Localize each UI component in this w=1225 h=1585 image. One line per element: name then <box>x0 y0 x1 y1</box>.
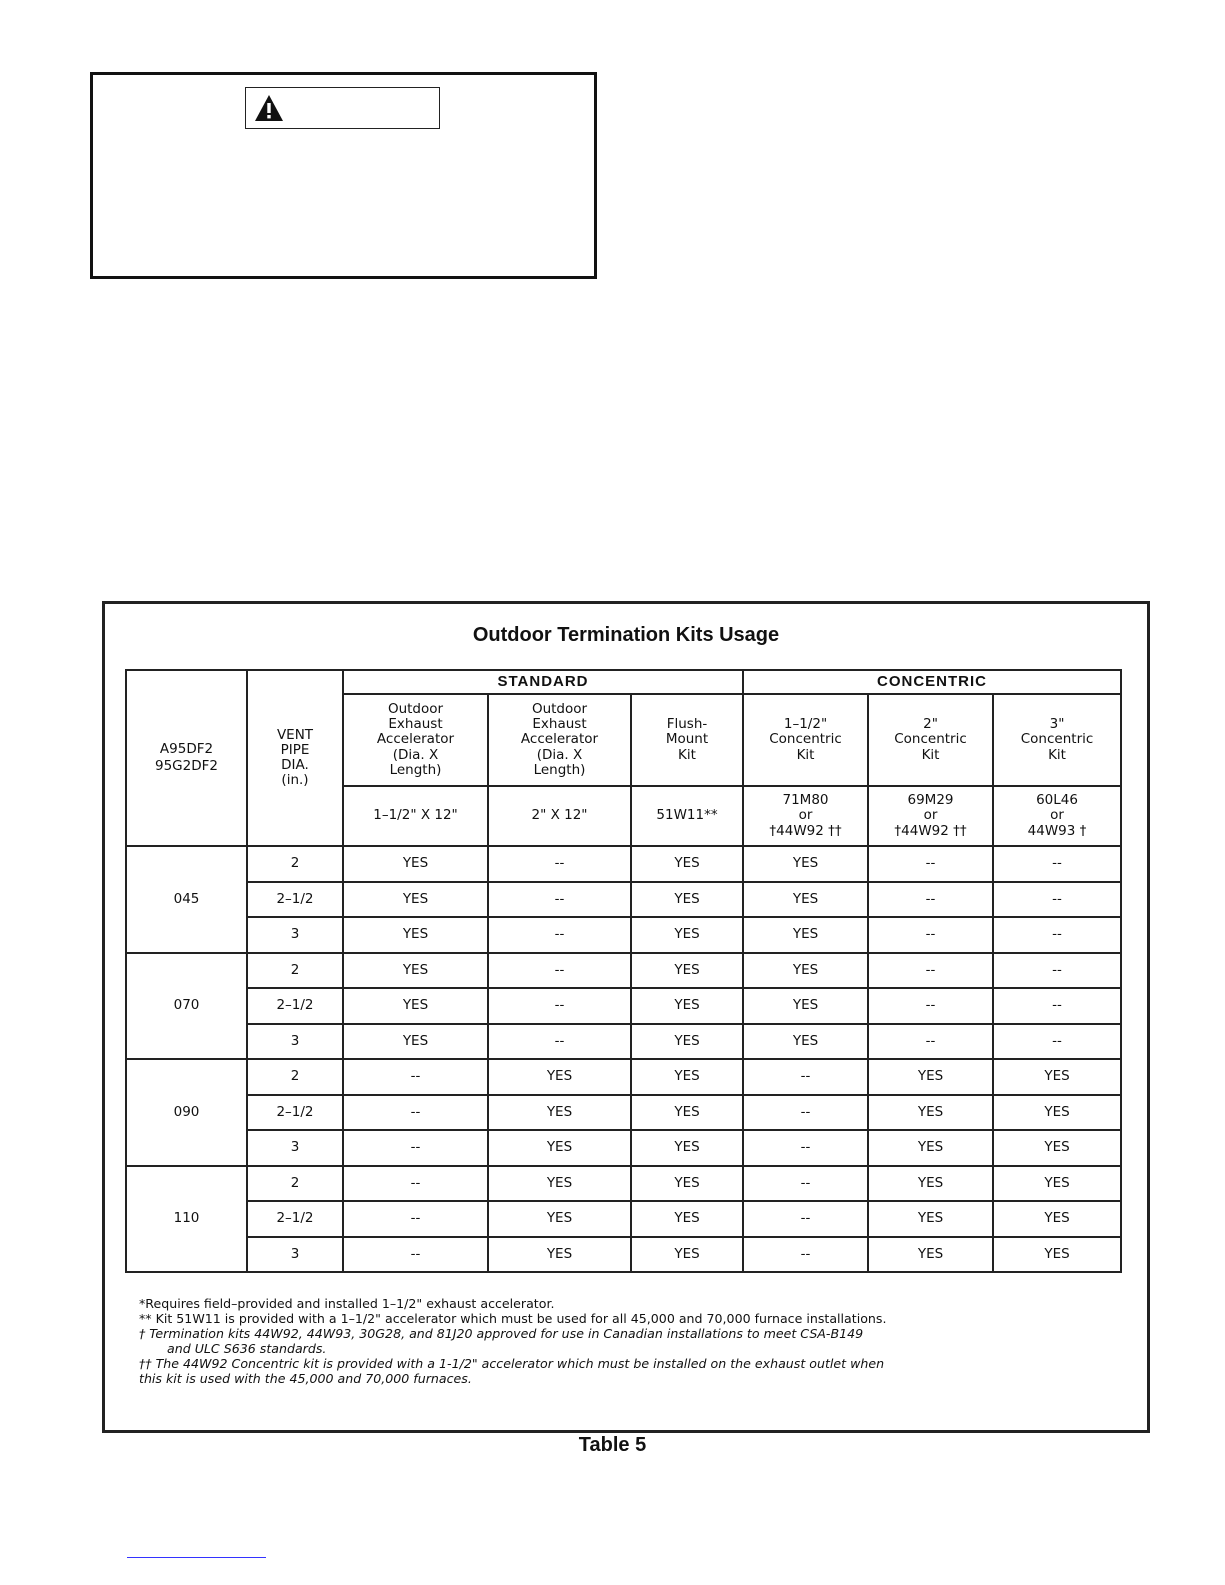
part-number-cell: 1–1/2" X 12" <box>343 786 488 846</box>
table-cell: YES <box>868 1095 993 1131</box>
vent-dia-cell: 2–1/2 <box>247 882 343 918</box>
table-cell: YES <box>343 846 488 882</box>
table-cell: YES <box>631 1095 743 1131</box>
part-number-cell: 69M29 or †44W92 †† <box>868 786 993 846</box>
table-cell: YES <box>631 1166 743 1202</box>
table-cell: YES <box>631 882 743 918</box>
table-cell: -- <box>743 1237 868 1273</box>
table-cell: YES <box>743 953 868 989</box>
table-cell: YES <box>488 1095 631 1131</box>
model-header: A95DF2 95G2DF2 <box>126 670 247 846</box>
table-cell: -- <box>343 1166 488 1202</box>
table-cell: YES <box>993 1095 1121 1131</box>
warning-triangle-icon <box>254 94 284 122</box>
table-cell: -- <box>868 846 993 882</box>
vent-dia-cell: 2 <box>247 1059 343 1095</box>
part-number-cell: 2" X 12" <box>488 786 631 846</box>
kit-header: 3" Concentric Kit <box>993 694 1121 786</box>
table-cell: -- <box>488 953 631 989</box>
table-cell: YES <box>488 1059 631 1095</box>
table-cell: YES <box>631 1237 743 1273</box>
kit-header: Flush- Mount Kit <box>631 694 743 786</box>
vent-dia-cell: 3 <box>247 917 343 953</box>
table-title: Outdoor Termination Kits Usage <box>472 624 780 646</box>
footnote-3: † Termination kits 44W92, 44W93, 30G28, and 81J20 approved for use in Canadian installations to meet CSA-B149 <box>139 1326 864 1341</box>
table-cell: -- <box>993 846 1121 882</box>
vent-dia-cell: 2 <box>247 846 343 882</box>
table-cell: YES <box>868 1059 993 1095</box>
table-cell: YES <box>631 1130 743 1166</box>
vent-dia-cell: 3 <box>247 1024 343 1060</box>
table-cell: -- <box>743 1059 868 1095</box>
table-cell: YES <box>488 1166 631 1202</box>
model-cell: 070 <box>126 953 247 1060</box>
table-cell: -- <box>343 1130 488 1166</box>
table-cell: YES <box>488 1237 631 1273</box>
table-row <box>126 1130 1121 1166</box>
table-cell: YES <box>631 1201 743 1237</box>
part-number-cell: 60L46 or 44W93 † <box>993 786 1121 846</box>
table-cell: -- <box>743 1095 868 1131</box>
table-row <box>126 988 1121 1024</box>
table-cell: -- <box>993 917 1121 953</box>
kit-header: 1–1/2" Concentric Kit <box>743 694 868 786</box>
table-cell: -- <box>488 988 631 1024</box>
model-cell: 045 <box>126 846 247 953</box>
part-number-cell: 71M80 or †44W92 †† <box>743 786 868 846</box>
concentric-header: CONCENTRIC <box>743 670 1121 694</box>
table-cell: -- <box>343 1095 488 1131</box>
table-cell: -- <box>993 988 1121 1024</box>
table-cell: -- <box>743 1130 868 1166</box>
table-cell: YES <box>488 1201 631 1237</box>
table-cell: -- <box>743 1201 868 1237</box>
vent-dia-cell: 2 <box>247 953 343 989</box>
standard-header: STANDARD <box>343 670 743 694</box>
table-cell: YES <box>868 1237 993 1273</box>
table-cell: YES <box>631 846 743 882</box>
table-row <box>126 1024 1121 1060</box>
vent-pipe-header: VENT PIPE DIA. (in.) <box>247 670 343 846</box>
warning-label <box>245 87 440 129</box>
footnote-4-cont: this kit is used with the 45,000 and 70,000 furnaces. <box>139 1371 472 1386</box>
table-row <box>126 1201 1121 1237</box>
kit-header: Outdoor Exhaust Accelerator (Dia. X Length) <box>343 694 488 786</box>
table-cell: -- <box>868 953 993 989</box>
table-cell: YES <box>631 988 743 1024</box>
model-cell: 090 <box>126 1059 247 1166</box>
table-cell: YES <box>631 953 743 989</box>
table-row <box>126 1237 1121 1273</box>
table-cell: -- <box>488 882 631 918</box>
table-cell: -- <box>868 988 993 1024</box>
table-cell: YES <box>488 1130 631 1166</box>
model-cell: 110 <box>126 1166 247 1273</box>
kit-header: Outdoor Exhaust Accelerator (Dia. X Length) <box>488 694 631 786</box>
footnote-1: *Requires field–provided and installed 1–1/2" exhaust accelerator. <box>139 1296 555 1311</box>
table-cell: YES <box>993 1201 1121 1237</box>
table-row <box>126 1095 1121 1131</box>
termination-kits-table-frame <box>102 601 1150 1433</box>
table-row <box>126 846 1121 882</box>
table-cell: -- <box>343 1059 488 1095</box>
table-row <box>126 882 1121 918</box>
vent-dia-cell: 2–1/2 <box>247 1095 343 1131</box>
table-caption: Table 5 <box>578 1434 647 1456</box>
table-cell: YES <box>343 988 488 1024</box>
footnotes <box>139 1296 1129 1386</box>
table-cell: YES <box>631 1024 743 1060</box>
vent-dia-cell: 2–1/2 <box>247 988 343 1024</box>
table-cell: YES <box>993 1166 1121 1202</box>
table-cell: YES <box>868 1166 993 1202</box>
table-row <box>126 1059 1121 1095</box>
vent-dia-cell: 3 <box>247 1130 343 1166</box>
table-cell: YES <box>343 953 488 989</box>
table-cell: -- <box>343 1201 488 1237</box>
table-cell: -- <box>993 1024 1121 1060</box>
table-cell: -- <box>488 846 631 882</box>
bottom-link-underline <box>127 1557 266 1558</box>
table-cell: YES <box>993 1059 1121 1095</box>
table-cell: YES <box>631 917 743 953</box>
table-cell: -- <box>488 917 631 953</box>
vent-dia-cell: 2–1/2 <box>247 1201 343 1237</box>
table-cell: YES <box>743 846 868 882</box>
table-cell: -- <box>743 1166 868 1202</box>
table-cell: YES <box>868 1201 993 1237</box>
kit-header: 2" Concentric Kit <box>868 694 993 786</box>
table-cell: -- <box>993 882 1121 918</box>
table-cell: -- <box>868 1024 993 1060</box>
table-cell: -- <box>868 882 993 918</box>
table-cell: YES <box>343 1024 488 1060</box>
footnote-2: ** Kit 51W11 is provided with a 1–1/2" accelerator which must be used for all 45,000 and 70,000 furnace installations. <box>139 1311 887 1326</box>
table-cell: YES <box>868 1130 993 1166</box>
table-cell: YES <box>993 1237 1121 1273</box>
table-cell: YES <box>343 882 488 918</box>
table-cell: -- <box>343 1237 488 1273</box>
vent-dia-cell: 3 <box>247 1237 343 1273</box>
table-cell: YES <box>743 988 868 1024</box>
table-cell: -- <box>993 953 1121 989</box>
table-cell: -- <box>868 917 993 953</box>
table-cell: YES <box>631 1059 743 1095</box>
table-row <box>126 1166 1121 1202</box>
table-cell: YES <box>743 1024 868 1060</box>
part-number-cell: 51W11** <box>631 786 743 846</box>
table-row <box>126 953 1121 989</box>
footnote-3-cont: and ULC S636 standards. <box>167 1341 327 1356</box>
table-cell: YES <box>993 1130 1121 1166</box>
warning-box <box>90 72 597 279</box>
table-row <box>126 917 1121 953</box>
footnote-4: †† The 44W92 Concentric kit is provided with a 1-1/2" accelerator which must be installed on the exhaust outlet when <box>139 1356 885 1371</box>
table-cell: YES <box>743 917 868 953</box>
termination-kits-table <box>125 669 1122 1273</box>
vent-dia-cell: 2 <box>247 1166 343 1202</box>
table-cell: YES <box>743 882 868 918</box>
table-cell: YES <box>343 917 488 953</box>
table-cell: -- <box>488 1024 631 1060</box>
